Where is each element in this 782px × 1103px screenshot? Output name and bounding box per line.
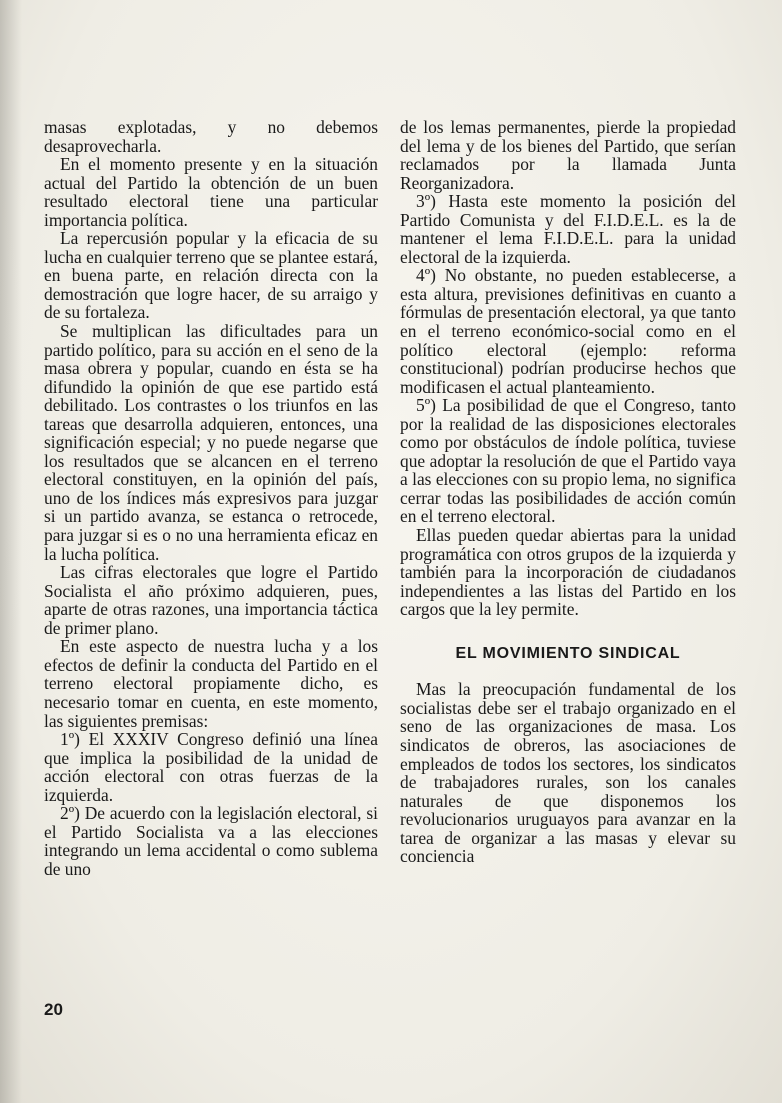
left-column	[44, 118, 378, 878]
page-number: 20	[44, 1000, 63, 1019]
binding-shadow	[0, 0, 22, 1103]
paragraph: En el momento presente y en la situación actual del Partido la obtención de un buen resultado electoral tiene una particular importancia política.	[44, 154, 378, 230]
paragraph: En este aspecto de nuestra lucha y a los efectos de definir la conducta del Partido en el terreno electoral propiamente dicho, es necesario tomar en cuenta, en este momento, las siguientes premisas:	[44, 636, 378, 731]
section-heading: EL MOVIMIENTO SINDICAL	[455, 644, 681, 662]
paragraph: Las cifras electorales que logre el Partido Socialista el año próximo adquieren, pues, aparte de otras razones, una importancia táctica de primer plano.	[44, 562, 378, 638]
paragraph: Se multiplican las dificultades para un partido político, para su acción en el seno de la masa obrera y popular, cuando en ésta se ha difundido la opinión de que ese partido está debilitado. Los contrastes o los triunfos en las tareas que desarrolla adquieren, entonces, una significación especial; y no puede negarse que los resultados que se alcancen en el terreno electoral constituyen, en la opinión del país, uno de los índices más expresivos para juzgar si un partido avanza, se estanca o retrocede, para juzgar si es o no una herramienta eficaz en la lucha política.	[44, 321, 378, 564]
paragraph: Mas la preocupación fundamental de los socialistas debe ser el trabajo organizado en el seno de las organizaciones de masa. Los sindicatos de obreros, las asociaciones de empleados de todos los sectores, los sindicatos de trabajadores rurales, son los canales naturales de que disponemos los revolucionarios uruguayos para avanzar en la tarea de organizar a las masas y elevar su conciencia	[400, 679, 736, 867]
paragraph: masas explotadas, y no debemos desaprovecharla.	[44, 117, 378, 156]
paragraph: 1º) El XXXIV Congreso definió una línea que implica la posibilidad de la unidad de acción electoral con otras fuerzas de la izquierda.	[44, 729, 378, 805]
right-column	[400, 118, 736, 866]
paragraph: 5º) La posibilidad de que el Congreso, tanto por la realidad de las disposiciones electorales como por obstáculos de índole política, tuviese que adoptar la resolución de que el Partido vaya a las elecciones con su propio lema, no significa cerrar todas las posibilidades de acción común en el terreno electoral.	[400, 395, 736, 527]
paragraph: Ellas pueden quedar abiertas para la unidad programática con otros grupos de la izquierda y también para la incorporación de ciudadanos independientes a las listas del Partido en los cargos que la ley permite.	[400, 525, 736, 620]
paragraph: de los lemas permanentes, pierde la propiedad del lema y de los bienes del Partido, que serían reclamados por la llamada Junta Reorganizadora.	[400, 117, 736, 193]
paragraph: La repercusión popular y la eficacia de su lucha en cualquier terreno que se plantee estará, en buena parte, en relación directa con la demostración que logre hacer, de su arraigo y de su fortaleza.	[44, 228, 378, 323]
paragraph: 2º) De acuerdo con la legislación electoral, si el Partido Socialista va a las elecciones integrando un lema accidental o como sublema de uno	[44, 803, 378, 879]
paragraph: 4º) No obstante, no pueden establecerse, a esta altura, previsiones definitivas en cuanto a fórmulas de presentación electoral, ya que tanto en el terreno económico-social como en el político electoral (ejemplo: reforma constitucional) podrían producirse hechos que modificasen el actual planteamiento.	[400, 265, 736, 397]
paragraph: 3º) Hasta este momento la posición del Partido Comunista y del F.I.D.E.L. es la de mantener el lema F.I.D.E.L. para la unidad electoral de la izquierda.	[400, 191, 736, 267]
